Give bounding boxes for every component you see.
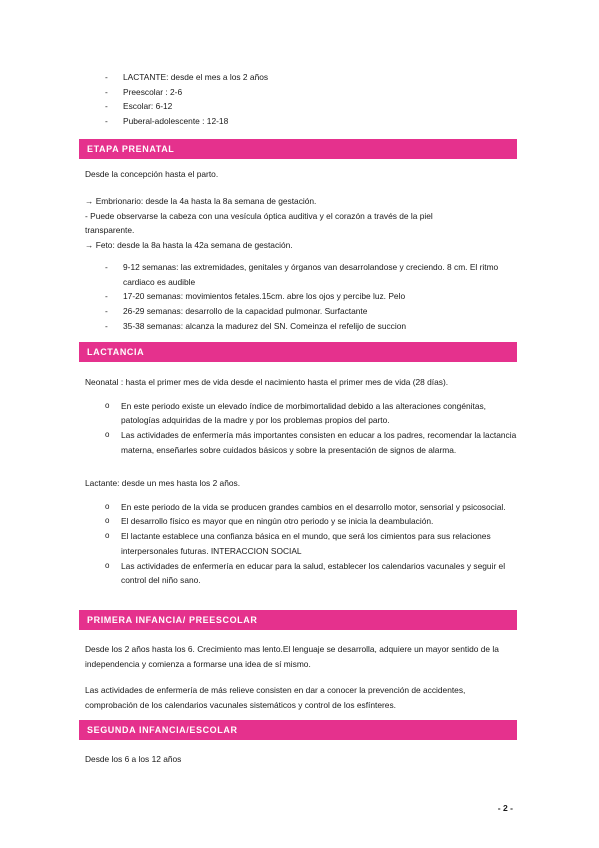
list-item: - Puberal-adolescente : 12-18 bbox=[85, 114, 517, 129]
list-item: - 26-29 semanas: desarrollo de la capacidad pulmonar. Surfactante bbox=[85, 304, 517, 319]
paragraph: Lactante: desde un mes hasta los 2 años. bbox=[85, 478, 241, 488]
preescolar-block bbox=[85, 642, 517, 713]
paragraph: transparente. bbox=[85, 225, 135, 236]
prenatal-intro bbox=[85, 167, 517, 182]
list-item: - Preescolar : 2-6 bbox=[85, 85, 517, 100]
paragraph: Desde la concepción hasta el parto. bbox=[85, 169, 219, 179]
list-item: - 35-38 semanas: alcanza la madurez del SN. Comeinza el refelijo de succion bbox=[85, 319, 517, 334]
list-item: - Escolar: 6-12 bbox=[85, 99, 517, 114]
prenatal-stages bbox=[85, 194, 517, 253]
paragraph: Desde los 6 a los 12 años bbox=[85, 754, 182, 764]
list-item: o El desarrollo físico es mayor que en ningún otro periodo y se inicia la deambulación. bbox=[85, 514, 517, 529]
neonatal-block bbox=[85, 375, 517, 458]
list-item: o Las actividades de enfermería más importantes consisten en educar a los padres, recomendar la lactancia materna, enseñarles sobre cuidados básicos y sobre la presentación de signos de alarma. bbox=[85, 428, 517, 457]
paragraph: Neonatal : hasta el primer mes de vida desde el nacimiento hasta el primer mes de vida (28 días). bbox=[85, 377, 449, 387]
list-item: o Las actividades de enfermería en educar para la salud, establecer los calendarios vacunales y seguir el control del niño sano. bbox=[85, 559, 517, 588]
list-item: o En este periodo existe un elevado índice de morbimortalidad debido a las alteraciones congénitas, patologías adquiridas de la madre y por los problemas propios del parto. bbox=[85, 399, 517, 428]
page-number: - 2 - bbox=[497, 803, 513, 813]
prenatal-weeks-list bbox=[85, 260, 517, 334]
paragraph: → Feto: desde la 8a hasta la 42a semana de gestación. bbox=[85, 240, 293, 251]
section-header-prenatal: ETAPA PRENATAL bbox=[79, 139, 517, 159]
list-item: o El lactante establece una confianza básica en el mundo, que será los cimientos para sus relaciones interpersonales futuras. INTERACCION SOCIAL bbox=[85, 529, 517, 558]
list-item: - LACTANTE: desde el mes a los 2 años bbox=[85, 70, 517, 85]
escolar-block bbox=[85, 752, 517, 767]
list-item: - 9-12 semanas: las extremidades, genitales y órganos van desarrolandose y creciendo. 8 cm. El ritmo cardiaco es audible bbox=[85, 260, 517, 289]
age-ranges-list bbox=[85, 70, 517, 129]
section-header-preescolar: PRIMERA INFANCIA/ PREESCOLAR bbox=[79, 610, 517, 630]
section-header-escolar: SEGUNDA INFANCIA/ESCOLAR bbox=[79, 720, 517, 740]
section-header-lactancia: LACTANCIA bbox=[79, 342, 517, 362]
list-item: - 17-20 semanas: movimientos fetales.15cm. abre los ojos y percibe luz. Pelo bbox=[85, 289, 517, 304]
paragraph: → Embrionario: desde la 4a hasta la 8a semana de gestación. bbox=[85, 196, 317, 206]
lactante-block bbox=[85, 476, 517, 588]
list-item: o En este periodo de la vida se producen grandes cambios en el desarrollo motor, sensorial y psicosocial. bbox=[85, 500, 517, 515]
paragraph: - Puede observarse la cabeza con una vesícula óptica auditiva y el corazón a través de la piel bbox=[85, 210, 433, 221]
paragraph: Desde los 2 años hasta los 6. Crecimiento mas lento.El lenguaje se desarrolla, adquiere un mayor sentido de la independencia y comienza a formarse una idea de sí mismo. bbox=[85, 644, 499, 669]
paragraph: Las actividades de enfermería de más relieve consisten en dar a conocer la prevención de accidentes, comprobación de los calendarios vacunales sistemáticos y control de los esfínteres. bbox=[85, 685, 466, 711]
